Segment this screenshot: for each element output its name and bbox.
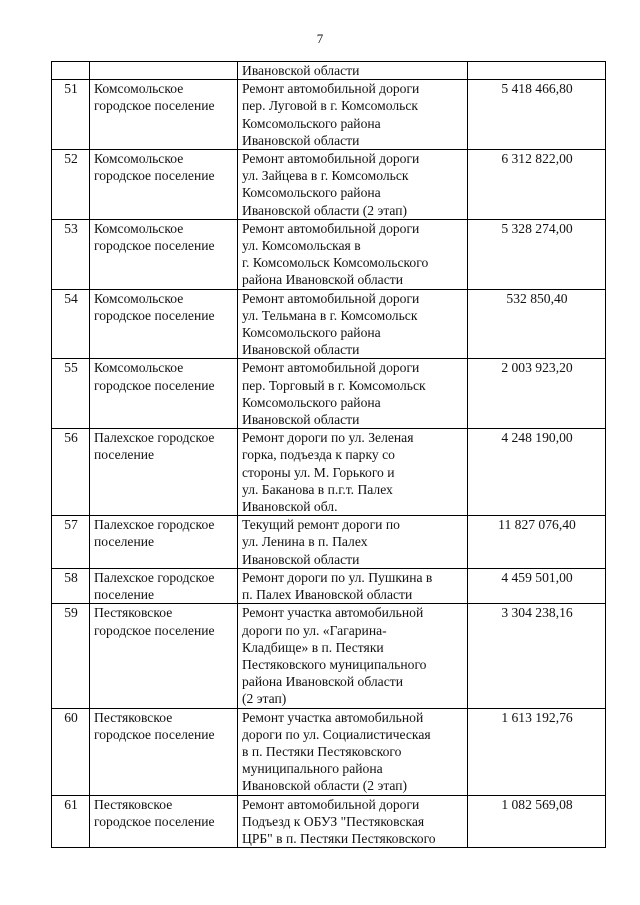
row-number-cell: 57	[52, 516, 90, 569]
settlement-cell: Комсомольское городское поселение	[90, 80, 238, 150]
table-row	[52, 429, 606, 516]
work-description-cell: Ремонт автомобильной дороги ул. Тельмана в г. Комсомольск Комсомольского района Ивановской области	[238, 289, 468, 359]
row-number-cell	[52, 62, 90, 80]
table-row	[52, 516, 606, 569]
settlement-cell: Комсомольское городское поселение	[90, 289, 238, 359]
amount-cell: 11 827 076,40	[468, 516, 606, 569]
table-row	[52, 708, 606, 795]
amount-cell: 4 459 501,00	[468, 568, 606, 603]
settlement-cell	[90, 62, 238, 80]
work-description-cell: Ивановской области	[238, 62, 468, 80]
table-body	[52, 62, 606, 848]
table-row	[52, 795, 606, 848]
amount-cell: 532 850,40	[468, 289, 606, 359]
settlement-cell: Пестяковское городское поселение	[90, 604, 238, 708]
amount-cell: 3 304 238,16	[468, 604, 606, 708]
work-description-cell: Ремонт автомобильной дороги пер. Луговой в г. Комсомольск Комсомольского района Ивановской области	[238, 80, 468, 150]
row-number-cell: 59	[52, 604, 90, 708]
work-description-cell: Ремонт участка автомобильной дороги по ул. Социалистическая в п. Пестяки Пестяковского муниципального района Ивановской области (2 этап)	[238, 708, 468, 795]
table-row	[52, 289, 606, 359]
work-description-cell: Ремонт автомобильной дороги ул. Зайцева в г. Комсомольск Комсомольского района Ивановской области (2 этап)	[238, 150, 468, 220]
settlement-cell: Пестяковское городское поселение	[90, 795, 238, 848]
work-description-cell: Ремонт дороги по ул. Зеленая горка, подъезда к парку со стороны ул. М. Горького и ул. Баканова в п.г.т. Палех Ивановской обл.	[238, 429, 468, 516]
row-number-cell: 55	[52, 359, 90, 429]
amount-cell: 5 328 274,00	[468, 219, 606, 289]
row-number-cell: 60	[52, 708, 90, 795]
amount-cell: 2 003 923,20	[468, 359, 606, 429]
row-number-cell: 54	[52, 289, 90, 359]
work-description-cell: Ремонт дороги по ул. Пушкина в п. Палех Ивановской области	[238, 568, 468, 603]
amount-cell: 1 082 569,08	[468, 795, 606, 848]
road-repair-table	[51, 61, 606, 848]
table-row	[52, 359, 606, 429]
row-number-cell: 61	[52, 795, 90, 848]
work-description-cell: Ремонт участка автомобильной дороги по ул. «Гагарина- Кладбище» в п. Пестяки Пестяковского муниципального района Ивановской области (2 этап)	[238, 604, 468, 708]
settlement-cell: Палехское городское поселение	[90, 516, 238, 569]
row-number-cell: 56	[52, 429, 90, 516]
settlement-cell: Комсомольское городское поселение	[90, 219, 238, 289]
table-row	[52, 568, 606, 603]
work-description-cell: Ремонт автомобильной дороги Подъезд к ОБУЗ "Пестяковская ЦРБ" в п. Пестяки Пестяковского	[238, 795, 468, 848]
row-number-cell: 58	[52, 568, 90, 603]
settlement-cell: Комсомольское городское поселение	[90, 359, 238, 429]
row-number-cell: 52	[52, 150, 90, 220]
table-row	[52, 219, 606, 289]
table-row	[52, 604, 606, 708]
table-row	[52, 150, 606, 220]
work-description-cell: Ремонт автомобильной дороги ул. Комсомольская в г. Комсомольск Комсомольского района Ивановской области	[238, 219, 468, 289]
settlement-cell: Палехское городское поселение	[90, 429, 238, 516]
amount-cell: 6 312 822,00	[468, 150, 606, 220]
work-description-cell: Ремонт автомобильной дороги пер. Торговый в г. Комсомольск Комсомольского района Ивановской области	[238, 359, 468, 429]
work-description-cell: Текущий ремонт дороги по ул. Ленина в п. Палех Ивановской области	[238, 516, 468, 569]
amount-cell: 4 248 190,00	[468, 429, 606, 516]
amount-cell: 1 613 192,76	[468, 708, 606, 795]
settlement-cell: Палехское городское поселение	[90, 568, 238, 603]
amount-cell: 5 418 466,80	[468, 80, 606, 150]
row-number-cell: 53	[52, 219, 90, 289]
page-number: 7	[316, 31, 324, 46]
amount-cell	[468, 62, 606, 80]
row-number-cell: 51	[52, 80, 90, 150]
settlement-cell: Пестяковское городское поселение	[90, 708, 238, 795]
continuation-row	[52, 62, 606, 80]
settlement-cell: Комсомольское городское поселение	[90, 150, 238, 220]
table-row	[52, 80, 606, 150]
